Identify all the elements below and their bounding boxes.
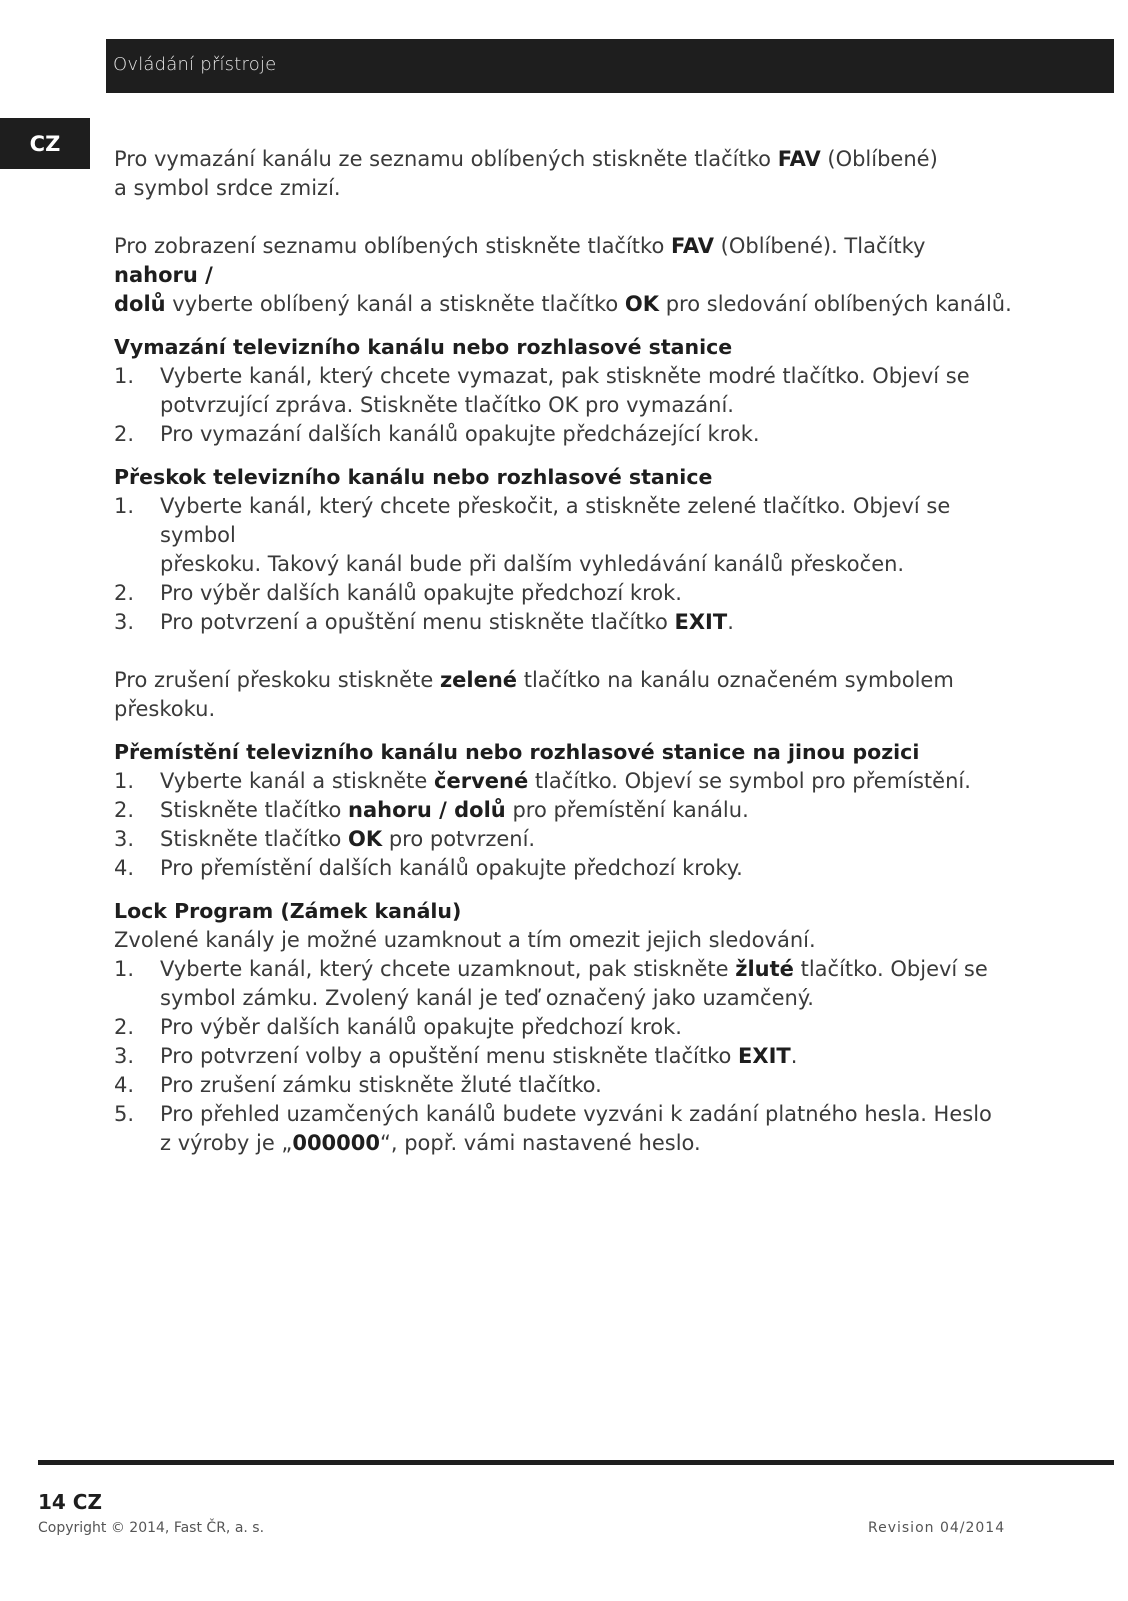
list-item: 1. Vyberte kanál, který chcete vymazat, pak stiskněte modré tlačítko. Objeví se potvrzující zpráva. Stiskněte tlačítko OK pro vymazání. — [114, 364, 970, 417]
list-item: 1. Vyberte kanál a stiskněte červené tlačítko. Objeví se symbol pro přemístění. — [114, 769, 971, 793]
delete-steps — [114, 362, 1014, 449]
list-item: 3. Stiskněte tlačítko OK pro potvrzení. — [114, 827, 536, 851]
heading-lock-program: Lock Program (Zámek kanálu) — [114, 899, 462, 923]
list-item: 5. Pro přehled uzamčených kanálů budete vyzváni k zadání platného hesla. Heslo z výroby je „000000“, popř. vámi nastavené heslo. — [114, 1102, 992, 1155]
intro-paragraph-2: Pro zobrazení seznamu oblíbených stiskněte tlačítko FAV (Oblíbené). Tlačítky nahoru / dolů vyberte oblíbený kanál a stiskněte tlačítko OK pro sledování oblíbených kanálů. — [114, 234, 1012, 316]
heading-skip-channel: Přeskok televizního kanálu nebo rozhlasové stanice — [114, 465, 713, 489]
list-item: 4. Pro přemístění dalších kanálů opakujte předchozí kroky. — [114, 856, 743, 880]
footer-divider — [38, 1460, 1114, 1465]
copyright: Copyright © 2014, Fast ČR, a. s. — [38, 1520, 265, 1536]
language-tab: CZ — [0, 118, 90, 169]
page-content — [114, 145, 1014, 1158]
move-steps — [114, 767, 1014, 883]
heading-delete-channel: Vymazání televizního kanálu nebo rozhlasové stanice — [114, 335, 733, 359]
page-number: 14 CZ — [38, 1490, 102, 1514]
skip-note: Pro zrušení přeskoku stiskněte zelené tlačítko na kanálu označeném symbolem přeskoku. — [114, 668, 954, 721]
list-item: 2. Stiskněte tlačítko nahoru / dolů pro přemístění kanálu. — [114, 798, 749, 822]
skip-steps — [114, 492, 1014, 637]
revision: Revision 04/2014 — [868, 1520, 1006, 1536]
list-item: 2. Pro výběr dalších kanálů opakujte předchozí krok. — [114, 1015, 682, 1039]
lock-steps — [114, 955, 1014, 1158]
list-item: 2. Pro vymazání dalších kanálů opakujte předcházející krok. — [114, 422, 760, 446]
list-item: 1. Vyberte kanál, který chcete uzamknout, pak stiskněte žluté tlačítko. Objeví se symbol zámku. Zvolený kanál je teď označený jako uzamčený. — [114, 957, 988, 1010]
list-item: 4. Pro zrušení zámku stiskněte žluté tlačítko. — [114, 1073, 602, 1097]
list-item: 3. Pro potvrzení volby a opuštění menu stiskněte tlačítko EXIT. — [114, 1044, 798, 1068]
lock-intro: Zvolené kanály je možné uzamknout a tím omezit jejich sledování. — [114, 928, 816, 952]
list-item: 2. Pro výběr dalších kanálů opakujte předchozí krok. — [114, 581, 682, 605]
intro-paragraph-1: Pro vymazání kanálu ze seznamu oblíbených stiskněte tlačítko FAV (Oblíbené) a symbol srdce zmizí. — [114, 147, 938, 200]
list-item: 1. Vyberte kanál, který chcete přeskočit, a stiskněte zelené tlačítko. Objeví se symbol přeskoku. Takový kanál bude při dalším vyhledávání kanálů přeskočen. — [114, 494, 951, 576]
heading-move-channel: Přemístění televizního kanálu nebo rozhlasové stanice na jinou pozici — [114, 740, 920, 764]
header-title: Ovládání přístroje — [113, 54, 277, 75]
header-bar — [106, 39, 1114, 93]
list-item: 3. Pro potvrzení a opuštění menu stiskněte tlačítko EXIT. — [114, 610, 734, 634]
